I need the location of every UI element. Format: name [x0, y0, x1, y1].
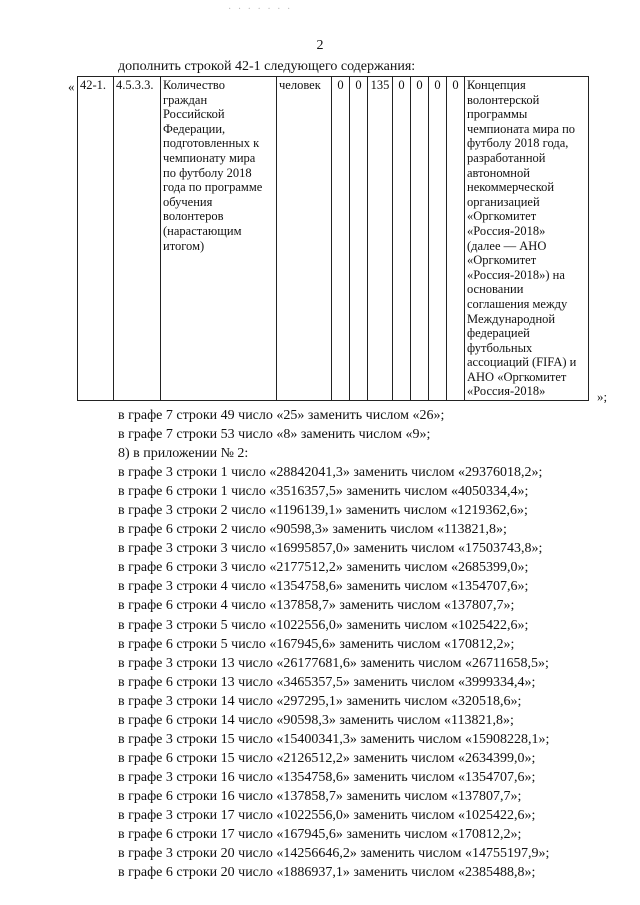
list-item: в графе 3 строки 1 число «28842041,3» заменить числом «29376018,2»;: [118, 465, 543, 481]
list-item: в графе 6 строки 16 число «137858,7» заменить числом «137807,7»;: [118, 788, 522, 804]
list-item: в графе 3 строки 3 число «16995857,0» заменить числом «17503743,8»;: [118, 541, 543, 557]
page-number: 2: [316, 38, 324, 53]
value-cell: 0: [429, 77, 447, 401]
list-item: в графе 3 строки 2 число «1196139,1» заменить числом «1219362,6»;: [118, 503, 528, 519]
list-item: в графе 6 строки 4 число «137858,7» заменить числом «137807,7»;: [118, 598, 515, 614]
list-item: 8) в приложении № 2:: [118, 446, 249, 462]
opening-quote: «: [68, 79, 75, 94]
list-item: в графе 6 строки 5 число «167945,6» заменить числом «170812,2»;: [118, 636, 515, 652]
value-cell: 0: [411, 77, 429, 401]
list-item: в графе 7 строки 49 число «25» заменить числом «26»;: [118, 408, 445, 423]
list-item: в графе 3 строки 14 число «297295,1» заменить числом «320518,6»;: [118, 693, 522, 709]
unit-cell: человек: [277, 77, 332, 401]
list-item: в графе 3 строки 16 число «1354758,6» заменить числом «1354707,6»;: [118, 769, 536, 785]
list-item: в графе 6 строки 14 число «90598,3» заменить числом «113821,8»;: [118, 712, 514, 728]
source-cell: Концепция волонтерской программы чемпионата мира по футболу 2018 года, разработанной автономной некоммерческой организацией «Оргкомитет «Россия-2018» (далее — АНО «Оргкомитет «Россия-2018») на основании соглашения между Международной федерацией футбольных ассоциаций (FIFA) и АНО «Оргкомитет «Россия-2018»: [465, 77, 589, 401]
list-item: в графе 3 строки 4 число «1354758,6» заменить числом «1354707,6»;: [118, 579, 529, 595]
list-item: в графе 6 строки 15 число «2126512,2» заменить числом «2634399,0»;: [118, 750, 536, 766]
list-item: в графе 3 строки 20 число «14256646,2» заменить числом «14755197,9»;: [118, 846, 550, 862]
intro-text: дополнить строкой 42-1 следующего содержания:: [118, 59, 416, 74]
list-item: в графе 7 строки 53 число «8» заменить числом «9»;: [118, 427, 431, 443]
inserted-row-table: [77, 76, 589, 401]
list-item: в графе 6 строки 2 число «90598,3» заменить числом «113821,8»;: [118, 522, 507, 538]
list-item: в графе 6 строки 3 число «2177512,2» заменить числом «2685399,0»;: [118, 560, 529, 576]
list-item: в графе 6 строки 20 число «1886937,1» заменить числом «2385488,8»;: [118, 865, 536, 881]
value-cell: 0: [350, 77, 368, 401]
list-item: в графе 6 строки 1 число «3516357,5» заменить числом «4050334,4»;: [118, 484, 529, 500]
list-item: в графе 3 строки 5 число «1022556,0» заменить числом «1025422,6»;: [118, 617, 529, 633]
closing-quote: »;: [597, 389, 608, 404]
list-item: в графе 3 строки 13 число «26177681,6» заменить числом «26711658,5»;: [118, 655, 549, 671]
value-cell: 0: [393, 77, 411, 401]
value-cell: 0: [447, 77, 465, 401]
list-item: в графе 6 строки 17 число «167945,6» заменить числом «170812,2»;: [118, 827, 522, 843]
table-row: [78, 77, 589, 401]
list-item: в графе 6 строки 13 число «3465357,5» заменить числом «3999334,4»;: [118, 674, 536, 690]
indicator-name-cell: Количество граждан Российской Федерации, подготовленных к чемпионату мира по футболу 2018 года по программе обучения волонтеров (нарастающим итогом): [161, 77, 277, 401]
value-cell: 0: [332, 77, 350, 401]
row-code-cell: 4.5.3.3.: [114, 77, 161, 401]
list-item: в графе 3 строки 15 число «15400341,3» заменить числом «15908228,1»;: [118, 731, 550, 747]
amendment-list: [118, 406, 549, 882]
list-item: в графе 3 строки 17 число «1022556,0» заменить числом «1025422,6»;: [118, 807, 536, 823]
scan-artifact: · · · · · · ·: [228, 4, 293, 15]
value-cell: 135: [368, 77, 393, 401]
row-number-cell: 42-1.: [78, 77, 114, 401]
